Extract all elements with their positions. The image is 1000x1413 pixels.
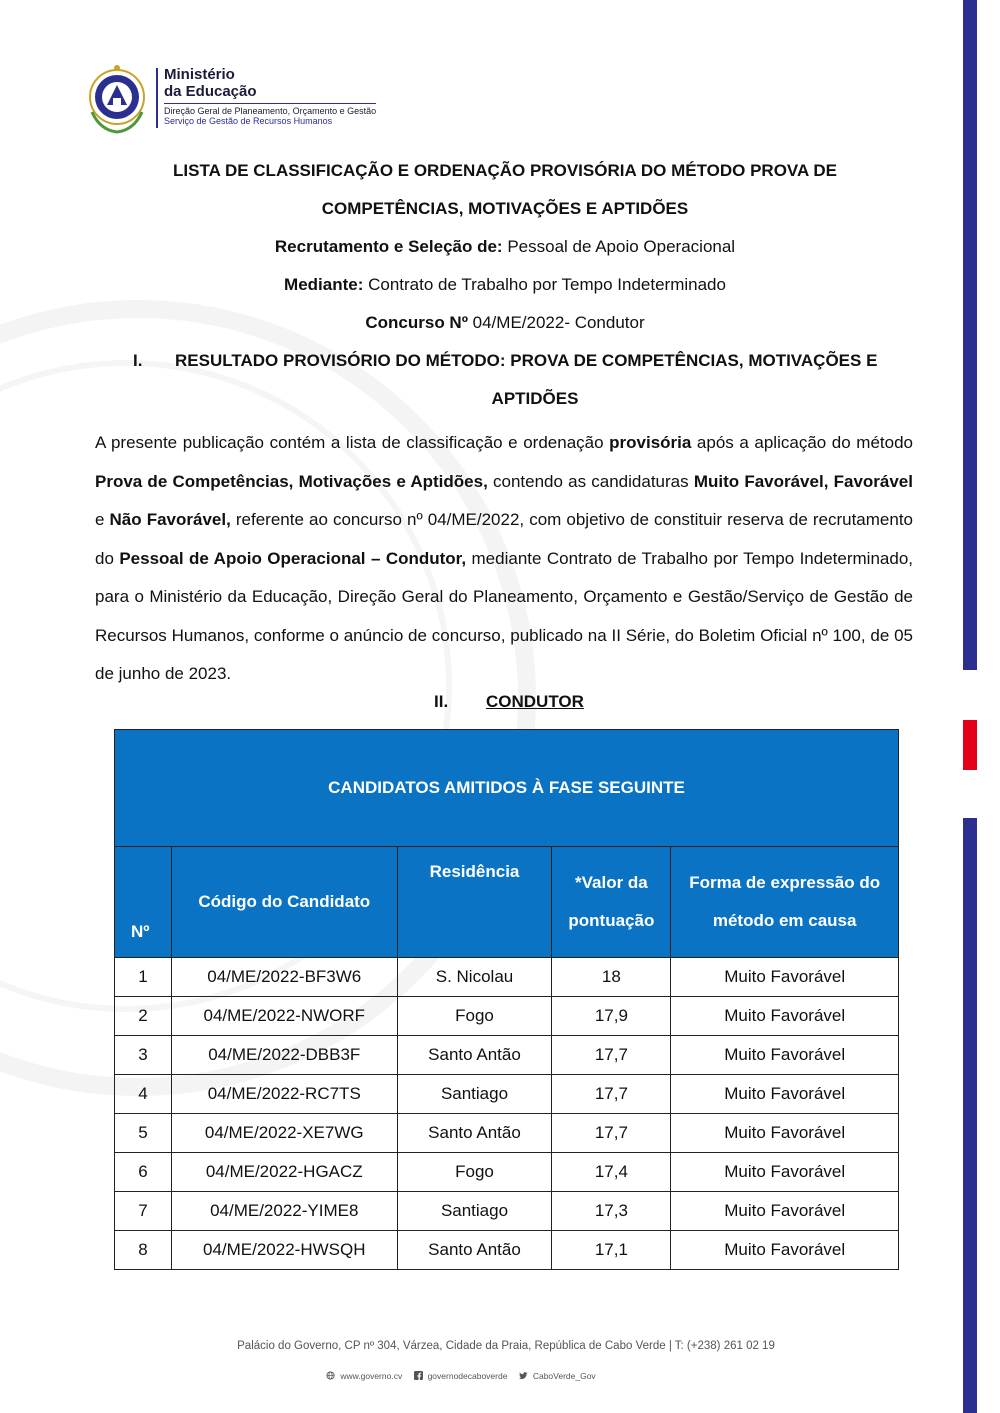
header-num: Nº (115, 847, 172, 958)
table-row (115, 1036, 899, 1075)
recruitment-line (95, 236, 915, 258)
cell-forma: Muito Favorável (671, 1036, 899, 1075)
para-text-1: A presente publicação contém a lista de classificação e ordenação (95, 433, 610, 452)
mediante-line (95, 274, 915, 296)
section1-title-line1: RESULTADO PROVISÓRIO DO MÉTODO: PROVA DE COMPETÊNCIAS, MOTIVAÇÕES E (175, 351, 878, 370)
cell-num: 4 (115, 1075, 172, 1114)
header-residence: Residência (397, 847, 552, 958)
header-forma: Forma de expressão do método em causa (671, 847, 899, 958)
cell-value: 17,7 (552, 1114, 671, 1153)
para-bold-3: Muito Favorável, Favorável (693, 471, 913, 491)
ministry-name-line1: Ministério (164, 66, 235, 83)
cell-value: 17,7 (552, 1036, 671, 1075)
para-bold-5: Pessoal de Apoio Operacional – Condutor, (119, 548, 467, 568)
cell-num: 6 (115, 1153, 172, 1192)
para-bold-1: provisória (609, 433, 692, 452)
facebook-link[interactable] (414, 1371, 511, 1381)
section1-number: I. (133, 351, 143, 370)
website-text: www.governo.cv (340, 1371, 403, 1381)
right-navy-bar-top (963, 0, 977, 670)
document-title-line1: LISTA DE CLASSIFICAÇÃO E ORDENAÇÃO PROVISÓRIA DO MÉTODO PROVA DE (173, 161, 837, 180)
cell-num: 2 (115, 997, 172, 1036)
twitter-link[interactable] (519, 1371, 599, 1381)
facebook-text: governodecaboverde (427, 1371, 508, 1381)
cell-num: 3 (115, 1036, 172, 1075)
section2-heading (434, 692, 584, 712)
para-bold-2: Prova de Competências, Motivações e Aptidões, (95, 471, 488, 491)
table-banner-row (115, 730, 899, 847)
table-row (115, 997, 899, 1036)
right-red-bar (963, 720, 977, 770)
cell-residence: Santiago (397, 1192, 552, 1231)
cell-num: 7 (115, 1192, 172, 1231)
ministry-name-line2: da Educação (164, 83, 257, 100)
mediante-label: Mediante: (284, 275, 364, 294)
table-row (115, 1075, 899, 1114)
cell-forma: Muito Favorável (671, 1075, 899, 1114)
directorate-name: Direção Geral de Planeamento, Orçamento e Gestão (164, 103, 376, 116)
footer-social-links (0, 1371, 925, 1381)
recruitment-label: Recrutamento e Seleção de: (274, 237, 503, 256)
cell-code: 04/ME/2022-HGACZ (171, 1153, 397, 1192)
para-text-2: após a aplicação do método (691, 433, 913, 452)
cell-forma: Muito Favorável (671, 1192, 899, 1231)
table-row (115, 1153, 899, 1192)
mediante-value: Contrato de Trabalho por Tempo Indeterminado (363, 275, 726, 294)
cell-value: 17,9 (552, 997, 671, 1036)
para-bold-4: Não Favorável, (109, 510, 231, 529)
coat-of-arms-seal-icon (80, 62, 154, 136)
cell-code: 04/ME/2022-HWSQH (171, 1231, 397, 1270)
concurso-line (95, 312, 915, 334)
cell-code: 04/ME/2022-BF3W6 (171, 958, 397, 997)
cell-value: 17,7 (552, 1075, 671, 1114)
para-text-5: referente ao concurso nº 04/ME/2022, com objetivo de constituir reserva de recrutamento do (95, 510, 913, 568)
header-code: Código do Candidato (171, 847, 397, 958)
right-navy-bar-bottom (963, 818, 977, 1413)
section2-number: II. (434, 692, 449, 711)
cell-residence: Fogo (397, 1153, 552, 1192)
cell-code: 04/ME/2022-XE7WG (171, 1114, 397, 1153)
table-row (115, 1231, 899, 1270)
letterhead-divider (156, 68, 158, 128)
intro-paragraph (95, 424, 913, 694)
cell-residence: Fogo (397, 997, 552, 1036)
table-banner: CANDIDATOS AMITIDOS À FASE SEGUINTE (115, 730, 899, 847)
cell-forma: Muito Favorável (671, 1153, 899, 1192)
cell-residence: S. Nicolau (397, 958, 552, 997)
header-value: *Valor da pontuação (552, 847, 671, 958)
concurso-value: 04/ME/2022- Condutor (467, 313, 645, 332)
para-text-3: contendo as candidaturas (487, 471, 694, 491)
cell-forma: Muito Favorável (671, 1114, 899, 1153)
cell-forma: Muito Favorável (671, 958, 899, 997)
globe-icon (326, 1371, 335, 1380)
table-row (115, 1192, 899, 1231)
cell-value: 17,4 (552, 1153, 671, 1192)
table-header-row (115, 847, 899, 958)
footer-address: Palácio do Governo, CP nº 304, Várzea, Cidade da Praia, República de Cabo Verde | T: (+238) 261 02 19 (237, 1340, 775, 1352)
cell-num: 8 (115, 1231, 172, 1270)
service-name: Serviço de Gestão de Recursos Humanos (164, 116, 333, 126)
candidates-table (114, 729, 899, 1270)
cell-residence: Santo Antão (397, 1036, 552, 1075)
cell-residence: Santiago (397, 1075, 552, 1114)
para-text-6: mediante Contrato de Trabalho por Tempo Indeterminado, para o Ministério da Educação, Direção Geral do Planeamento, Orçamento e Gestão/Serviço de Gestão de Recursos Humanos, conforme o anúncio de concurso, publicado na II Série, do Boletim Oficial nº 100, de 05 de junho de 2023. (95, 548, 913, 683)
cell-residence: Santo Antão (397, 1231, 552, 1270)
facebook-icon (414, 1371, 423, 1380)
cell-code: 04/ME/2022-RC7TS (171, 1075, 397, 1114)
cell-code: 04/ME/2022-YIME8 (171, 1192, 397, 1231)
twitter-icon (519, 1371, 528, 1380)
cell-value: 18 (552, 958, 671, 997)
cell-forma: Muito Favorável (671, 997, 899, 1036)
cell-value: 17,1 (552, 1231, 671, 1270)
cell-num: 5 (115, 1114, 172, 1153)
cell-code: 04/ME/2022-NWORF (171, 997, 397, 1036)
cell-forma: Muito Favorável (671, 1231, 899, 1270)
website-link[interactable] (326, 1371, 405, 1381)
cell-residence: Santo Antão (397, 1114, 552, 1153)
recruitment-value: Pessoal de Apoio Operacional (502, 237, 736, 256)
table-row (115, 958, 899, 997)
concurso-label: Concurso Nº (365, 313, 468, 332)
section1-title-line2: APTIDÕES (491, 389, 579, 408)
para-text-4: e (95, 510, 110, 529)
twitter-text: CaboVerde_Gov (532, 1371, 596, 1381)
section2-title: CONDUTOR (486, 692, 584, 711)
document-title-line2: COMPETÊNCIAS, MOTIVAÇÕES E APTIDÕES (321, 199, 689, 218)
cell-num: 1 (115, 958, 172, 997)
cell-value: 17,3 (552, 1192, 671, 1231)
cell-code: 04/ME/2022-DBB3F (171, 1036, 397, 1075)
table-row (115, 1114, 899, 1153)
letterhead (80, 62, 376, 136)
